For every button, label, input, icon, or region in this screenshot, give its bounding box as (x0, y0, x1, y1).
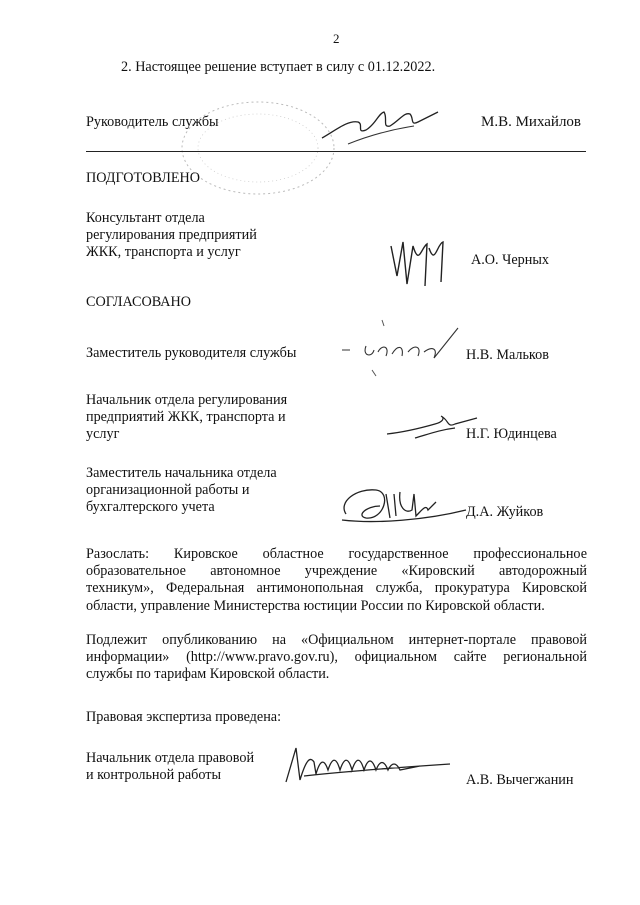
prepared-name: А.О. Черных (471, 252, 549, 268)
publication-line: службы по тарифам Кировской области. (86, 666, 330, 683)
signer-3-position (86, 465, 326, 516)
head-title: Руководитель службы (86, 114, 219, 130)
head-signature (318, 100, 448, 150)
signer-1-signature (338, 316, 478, 386)
legal-head-line: и контрольной работы (86, 767, 221, 783)
signer-2-line: Начальник отдела регулирования (86, 392, 288, 408)
head-name: М.В. Михайлов (481, 114, 582, 130)
legal-head-line: Начальник отдела правовой (86, 750, 255, 766)
page-number: 2 (333, 31, 340, 46)
publication-line: Подлежит опубликованию на «Официальном интернет-портале правовой (86, 632, 587, 648)
distribution-line: области, управление Министерства юстиции России по Кировской области. (86, 597, 545, 614)
signer-2-line: предприятий ЖКК, транспорта и (86, 409, 286, 425)
signer-1-name: Н.В. Мальков (466, 347, 549, 363)
legal-head-name: А.В. Вычегжанин (466, 772, 574, 788)
publication-line: информации» (http://www.pravo.gov.ru), официальном сайте региональной (86, 649, 587, 666)
prepared-line: ЖКК, транспорта и услуг (86, 244, 241, 260)
signer-3-line: Заместитель начальника отдела (86, 465, 277, 481)
distribution-line: техникум», Федеральная антимонопольная служба, прокуратура Кировской (86, 580, 587, 597)
signer-3-line: бухгалтерского учета (86, 499, 215, 515)
prepared-line: Консультант отдела (86, 210, 205, 226)
distribution-line: образовательное автономное учреждение «Кировский автодорожный (86, 563, 587, 580)
official-seal (178, 88, 338, 198)
prepared-position (86, 210, 316, 261)
distribution-paragraph (86, 546, 587, 615)
divider-line (86, 151, 586, 152)
signer-1-position: Заместитель руководителя службы (86, 345, 297, 361)
legal-head-signature (280, 740, 460, 790)
legal-head-position (86, 750, 286, 784)
prepared-signature (385, 236, 455, 291)
signer-3-line: организационной работы и (86, 482, 250, 498)
signer-3-name: Д.А. Жуйков (466, 504, 544, 520)
signer-2-name: Н.Г. Юдинцева (466, 426, 557, 442)
signer-2-position (86, 392, 326, 443)
prepared-line: регулирования предприятий (86, 227, 257, 243)
prepared-heading: ПОДГОТОВЛЕНО (86, 170, 200, 186)
signer-3-signature (336, 480, 476, 530)
publication-paragraph (86, 632, 587, 684)
agreed-heading: СОГЛАСОВАНО (86, 294, 192, 310)
legal-check: Правовая экспертиза проведена: (86, 709, 282, 725)
distribution-line: Разослать: Кировское областное государственное профессиональное (86, 546, 587, 562)
clause-2: 2. Настоящее решение вступает в силу с 01.12.2022. (121, 59, 436, 75)
signer-2-line: услуг (86, 426, 120, 442)
